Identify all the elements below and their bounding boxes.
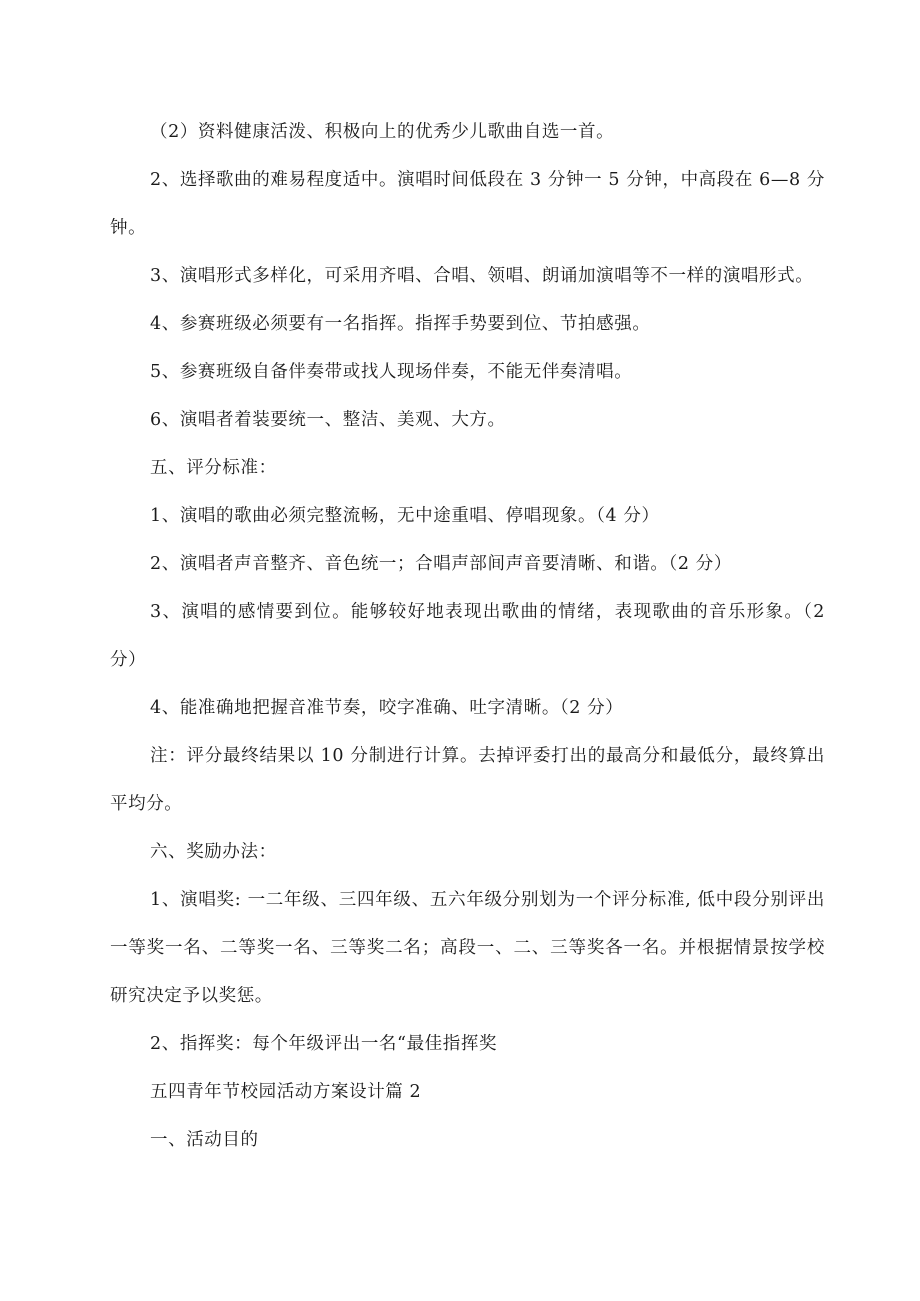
paragraph-score-emotion: 3、演唱的感情要到位。能够较好地表现出歌曲的情绪，表现歌曲的音乐形象。（2 分）: [110, 602, 825, 670]
section-heading-purpose: 一、活动目的: [150, 1130, 259, 1150]
paragraph-singing-award: 1、演唱奖: 一二年级、三四年级、五六年级分别划为一个评分标准, 低中段分别评出一等奖一名、二等奖一名、三等奖二名；高段一、二、三等奖各一名。并根据情景按学校研究决定予以奖惩。: [110, 890, 825, 1006]
paragraph-score-voice: 2、演唱者声音整齐、音色统一；合唱声部间声音要清晰、和谐。（2 分）: [150, 554, 732, 574]
paragraph-score-note: 注：评分最终结果以 10 分制进行计算。去掉评委打出的最高分和最低分，最终算出平均分。: [110, 746, 825, 814]
paragraph-score-pitch: 4、能准确地把握音准节奏，咬字准确、吐字清晰。（2 分）: [150, 698, 624, 718]
paragraph-attire: 6、演唱者着装要统一、整洁、美观、大方。: [150, 410, 506, 430]
paragraph-conductor-requirement: 4、参赛班级必须要有一名指挥。指挥手势要到位、节拍感强。: [150, 314, 651, 334]
paragraph-score-fluency: 1、演唱的歌曲必须完整流畅，无中途重唱、停唱现象。（4 分）: [150, 506, 660, 526]
paragraph-accompaniment: 5、参赛班级自备伴奏带或找人现场伴奏，不能无伴奏清唱。: [150, 362, 633, 382]
paragraph-difficulty-duration: 2、选择歌曲的难易程度适中。演唱时间低段在 3 分钟一 5 分钟，中高段在 6—8 分钟。: [110, 170, 825, 238]
section-heading-awards: 六、奖励办法：: [150, 842, 277, 862]
document-title-part2: 五四青年节校园活动方案设计篇 2: [150, 1082, 422, 1102]
paragraph-performance-form: 3、演唱形式多样化，可采用齐唱、合唱、领唱、朗诵加演唱等不一样的演唱形式。: [150, 266, 814, 286]
paragraph-lyrics-choice: （2）资料健康活泼、积极向上的优秀少儿歌曲自选一首。: [150, 122, 615, 142]
paragraph-conductor-award: 2、指挥奖：每个年级评出一名“最佳指挥奖: [150, 1034, 498, 1054]
section-heading-scoring: 五、评分标准：: [150, 458, 277, 478]
